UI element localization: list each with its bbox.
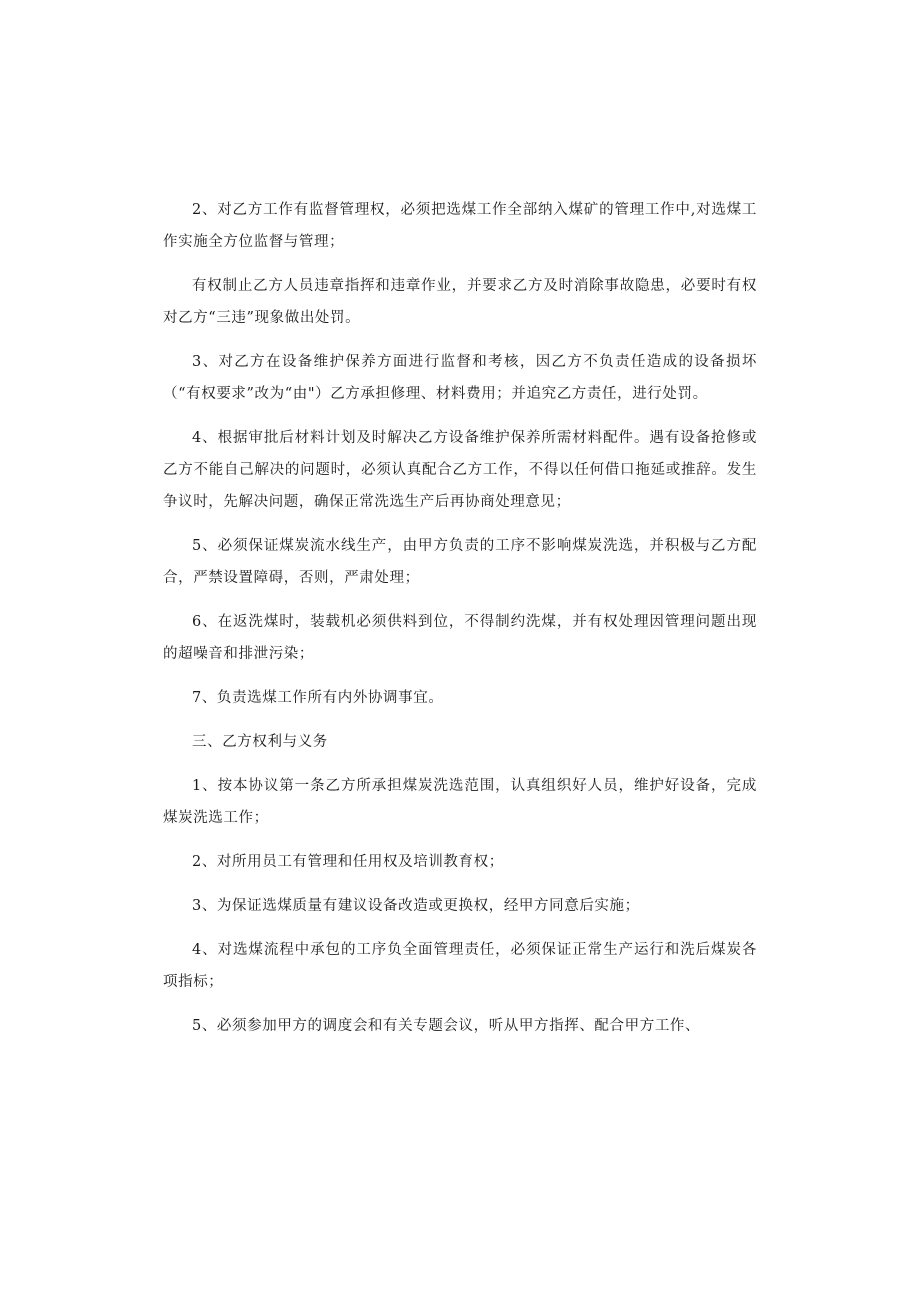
document-body [163,194,757,1054]
paragraph-equipment-maintenance: 3、对乙方在设备维护保养方面进行监督和考核，因乙方不负责任造成的设备损坏（“有权要求”改为“由"）乙方承担修理、材料费用；并追究乙方责任，进行处罚。 [163,354,757,402]
section-heading-party-b: 三、乙方权利与义务 [192,734,328,750]
paragraph-equipment-upgrade: 3、为保证选煤质量有建议设备改造或更换权，经甲方同意后实施； [192,898,640,914]
paragraph-stop-violations: 有权制止乙方人员违章指挥和违章作业，并要求乙方及时消除事故隐患，必要时有权对乙方“三违”现象做出处罚。 [163,278,757,326]
paragraph-rewash-coal: 6、在返洗煤时，装载机必须供料到位，不得制约洗煤，并有权处理因管理问题出现的超噪音和排泄污染； [163,614,757,662]
paragraph-materials-plan: 4、根据审批后材料计划及时解决乙方设备维护保养所需材料配件。遇有设备抢修或乙方不能自己解决的问题时，必须认真配合乙方工作，不得以任何借口拖延或推辞。发生争议时，先解决问题，确保正常洗选生产后再协商处理意见； [163,430,757,510]
paragraph-process-responsibility: 4、对选煤流程中承包的工序负全面管理责任，必须保证正常生产运行和洗后煤炭各项指标； [163,942,757,990]
paragraph-coordination: 7、负责选煤工作所有内外协调事宜。 [192,690,444,706]
paragraph-staff-management: 2、对所用员工有管理和任用权及培训教育权； [192,854,504,870]
paragraph-washing-scope: 1、按本协议第一条乙方所承担煤炭洗选范围，认真组织好人员，维护好设备，完成煤炭洗选工作； [163,778,757,826]
paragraph-meetings: 5、必须参加甲方的调度会和有关专题会议，听从甲方指挥、配合甲方工作、 [192,1018,701,1034]
paragraph-supervision-right: 2、对乙方工作有监督管理权，必须把选煤工作全部纳入煤矿的管理工作中,对选煤工作实施全方位监督与管理； [163,202,757,250]
paragraph-production-line: 5、必须保证煤炭流水线生产，由甲方负责的工序不影响煤炭洗选，并积极与乙方配合，严禁设置障碍，否则，严肃处理； [163,538,757,586]
